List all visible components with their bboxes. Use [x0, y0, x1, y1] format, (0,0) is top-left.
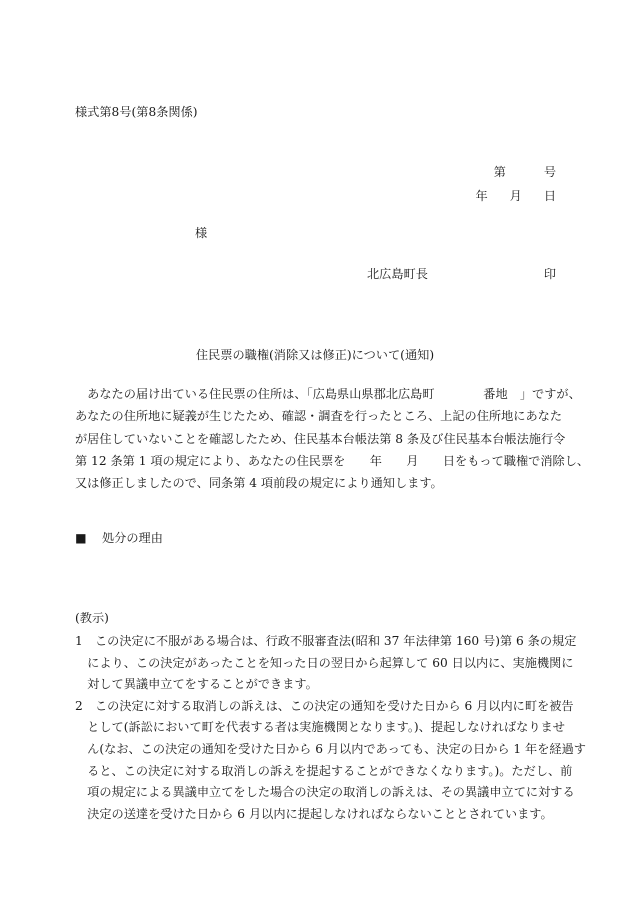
document-number-prefix: 第 [493, 165, 506, 179]
body-line: あなたの住所地に疑義が生じたため、確認・調査を行ったところ、上記の住所地にあなた [75, 409, 563, 424]
document-title: 住民票の職権(消除又は修正)について(通知) [195, 348, 435, 362]
note-line: により、この決定があったことを知った日の翌日から起算して 60 日以内に、実施機関に [75, 655, 574, 670]
seal-mark: 印 [543, 267, 556, 281]
body-line: が居住していないことを確認したため、住民基本台帳法第 8 条及び住民基本台帳法施行令 [75, 431, 566, 446]
issue-date [475, 187, 556, 204]
body-line: 又は修正しましたので、同条第 4 項前段の規定により通知します。 [75, 476, 443, 491]
body-line: 第 12 条第 1 項の規定により、あなたの住民票を 年 月 日をもって職権で消除し、 [75, 453, 590, 468]
note-line: 2 この決定に対する取消しの訴えは、この決定の通知を受けた日から 6 月以内に町を被告 [75, 698, 574, 713]
notes-body [75, 631, 586, 825]
date-year-label: 年 [475, 189, 488, 203]
date-month-label: 月 [509, 189, 522, 203]
note-line: ると、この決定に対する取消しの訴えを提起することができなくなります。)。ただし、前 [75, 763, 573, 778]
addressee-suffix: 様 [195, 226, 208, 240]
note-line: 1 この決定に不服がある場合は、行政不服審査法(昭和 37 年法律第 160 号)第 6 条の規定 [75, 634, 577, 648]
body-line: あなたの届け出ている住民票の住所は、「広島県山県郡北広島町 番地 」ですが、 [75, 387, 581, 401]
note-line: として(訴訟において町を代表する者は実施機関となります。)、提起しなければなりませ [75, 720, 565, 735]
document-number [494, 163, 556, 180]
reason-label: 処分の理由 [102, 531, 163, 545]
form-number: 様式第8号(第8条関係) [75, 105, 198, 119]
date-day-label: 日 [543, 189, 556, 203]
notes-heading: (教示) [75, 611, 109, 625]
notice-body [75, 383, 589, 494]
document-number-suffix: 号 [543, 165, 556, 179]
note-line: 項の規定による異議申立てをした場合の決定の取消しの訴えは、その異議申立てに対する [75, 785, 575, 800]
reason-heading [75, 529, 163, 546]
sender-name: 北広島町長 [367, 267, 428, 281]
note-line: ん(なお、この決定の通知を受けた日から 6 月以内であっても、決定の日から 1 年を経過す [75, 741, 586, 756]
square-bullet-icon: ■ [75, 531, 87, 545]
note-line: 対して異議申立てをすることができます。 [75, 677, 318, 692]
note-line: 決定の送達を受けた日から 6 月以内に提起しなければならないこととされています。 [75, 806, 553, 821]
